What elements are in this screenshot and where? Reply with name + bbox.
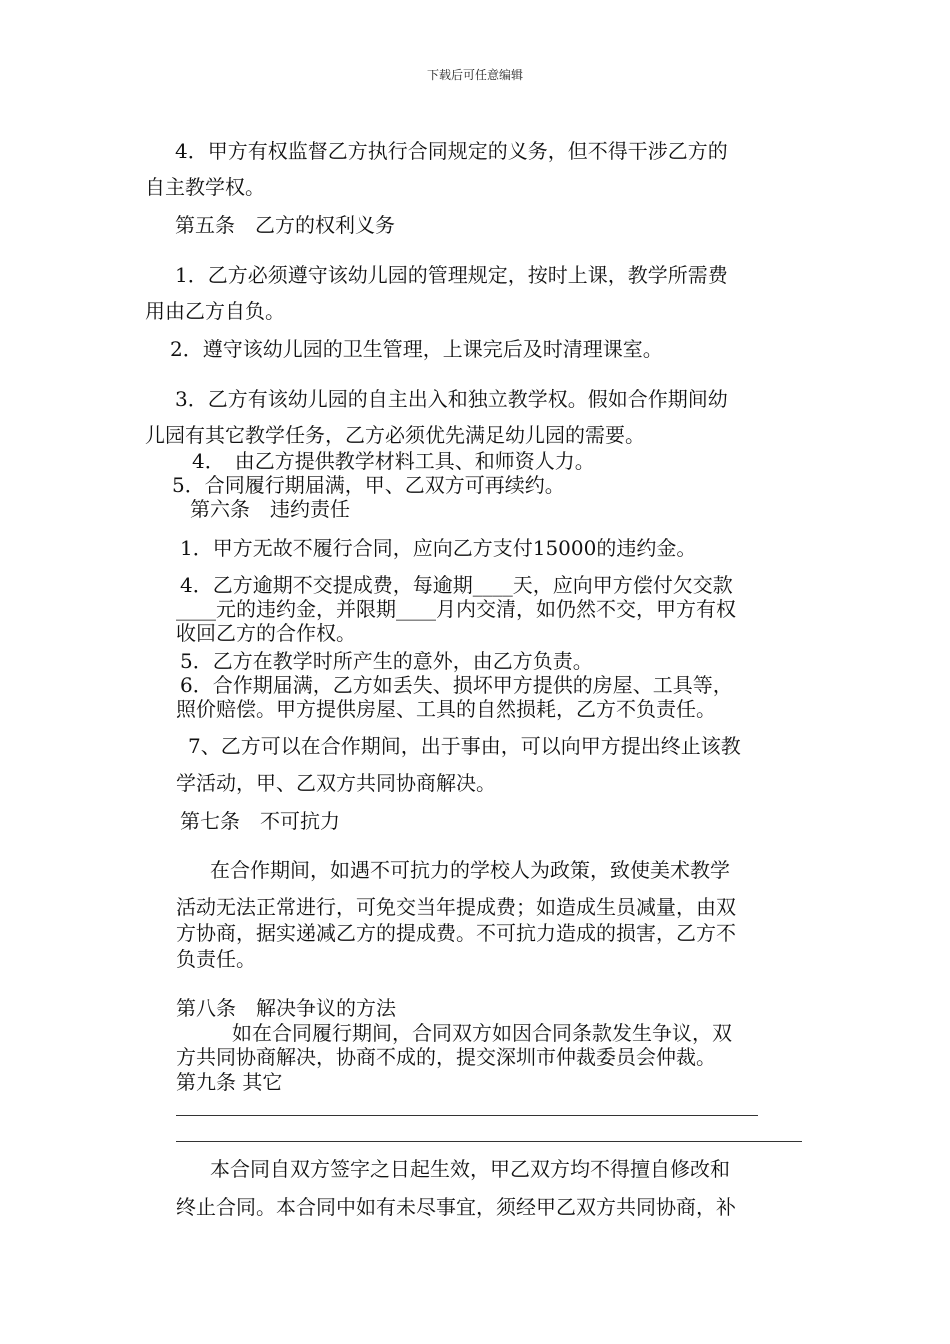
- clause-line: 本合同自双方签字之日起生效，甲乙双方均不得擅自修改和: [210, 1157, 730, 1181]
- clause-line: 收回乙方的合作权。: [176, 621, 356, 645]
- article-heading: 第七条 不可抗力: [180, 809, 340, 833]
- clause-line: 4．乙方逾期不交提成费，每逾期____天，应向甲方偿付欠交款: [180, 573, 733, 597]
- clause-line: 方共同协商解决，协商不成的，提交深圳市仲裁委员会仲裁。: [176, 1045, 716, 1069]
- clause-line: 5．合同履行期届满，甲、乙双方可再续约。: [172, 473, 565, 497]
- article-heading: 第五条 乙方的权利义务: [175, 213, 395, 237]
- clause-line: 7、乙方可以在合作期间，出于事由，可以向甲方提出终止该教: [188, 734, 741, 758]
- clause-line: 3．乙方有该幼儿园的自主出入和独立教学权。假如合作期间幼: [175, 387, 728, 411]
- clause-line: 1．甲方无故不履行合同，应向乙方支付15000的违约金。: [180, 536, 697, 560]
- clause-line: 在合作期间，如遇不可抗力的学校人为政策，致使美术教学: [210, 858, 730, 882]
- clause-line: ____元的违约金，并限期____月内交清，如仍然不交，甲方有权: [176, 597, 736, 621]
- blank-fill-line: [176, 1115, 758, 1116]
- clause-line: 用由乙方自负。: [145, 299, 285, 323]
- clause-line: 终止合同。本合同中如有未尽事宜，须经甲乙双方共同协商，补: [176, 1195, 736, 1219]
- article-heading: 第八条 解决争议的方法: [176, 996, 396, 1020]
- clause-line: 方协商，据实递减乙方的提成费。不可抗力造成的损害，乙方不: [176, 921, 736, 945]
- clause-line: 1．乙方必须遵守该幼儿园的管理规定，按时上课，教学所需费: [175, 263, 728, 287]
- article-heading: 第九条 其它: [176, 1070, 283, 1094]
- clause-line: 2．遵守该幼儿园的卫生管理，上课完后及时清理课室。: [170, 337, 663, 361]
- clause-line: 6．合作期届满，乙方如丢失、损坏甲方提供的房屋、工具等，: [180, 673, 733, 697]
- clause-line: 学活动，甲、乙双方共同协商解决。: [176, 771, 496, 795]
- article-heading: 第六条 违约责任: [190, 497, 350, 521]
- clause-line: 4．甲方有权监督乙方执行合同规定的义务，但不得干涉乙方的: [175, 139, 728, 163]
- clause-line: 5．乙方在教学时所产生的意外，由乙方负责。: [180, 649, 593, 673]
- clause-line: 负责任。: [176, 947, 256, 971]
- clause-line: 活动无法正常进行，可免交当年提成费；如造成生员减量，由双: [176, 895, 736, 919]
- blank-fill-line: [176, 1141, 802, 1142]
- clause-line: 自主教学权。: [145, 175, 265, 199]
- clause-line: 儿园有其它教学任务，乙方必须优先满足幼儿园的需要。: [145, 423, 645, 447]
- clause-line: 照价赔偿。甲方提供房屋、工具的自然损耗，乙方不负责任。: [176, 697, 716, 721]
- clause-line: 如在合同履行期间，合同双方如因合同条款发生争议，双: [232, 1021, 732, 1045]
- clause-line: 4． 由乙方提供教学材料工具、和师资人力。: [192, 449, 595, 473]
- page-header-note: 下载后可任意编辑: [426, 68, 523, 82]
